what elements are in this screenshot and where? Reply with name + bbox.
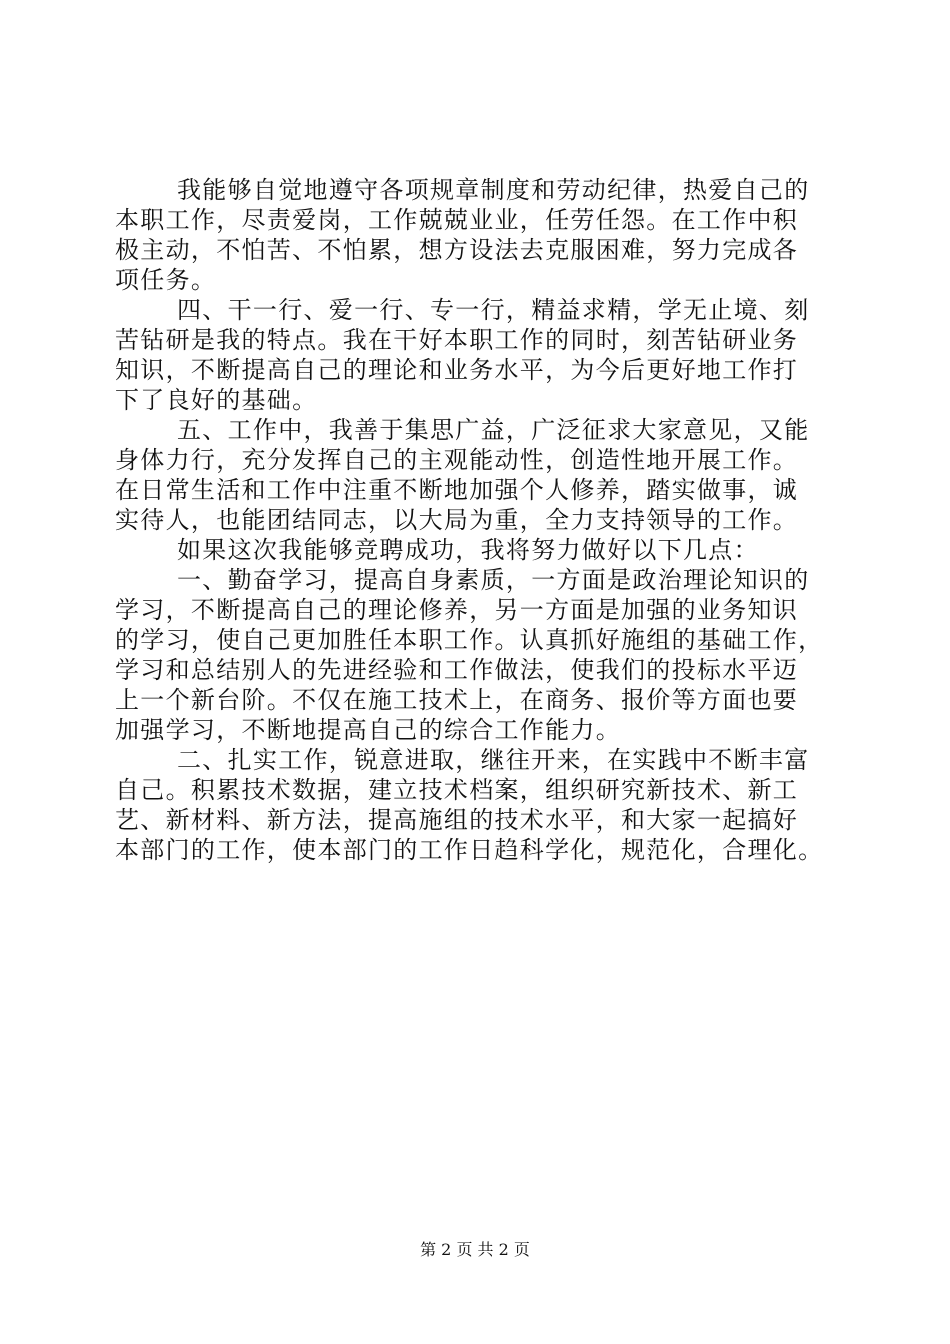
document-body [115,175,835,865]
text-line: 上一个新台阶。不仅在施工技术上，在商务、报价等方面也要 [115,686,799,714]
text-line: 学习，不断提高自己的理论修养，另一方面是加强的业务知识 [115,596,799,624]
text-line: 如果这次我能够竞聘成功，我将努力做好以下几点： [177,536,759,564]
text-line: 下了良好的基础。 [115,386,318,414]
text-line: 一、勤奋学习，提高自身素质，一方面是政治理论知识的 [177,566,810,594]
text-line: 知识，不断提高自己的理论和业务水平，为今后更好地工作打 [115,356,799,384]
text-line: 实待人，也能团结同志，以大局为重，全力支持领导的工作。 [115,506,799,534]
text-line: 的学习，使自己更加胜任本职工作。认真抓好施组的基础工作， [115,626,824,654]
text-line: 在日常生活和工作中注重不断地加强个人修养，踏实做事，诚 [115,476,799,504]
text-line: 本部门的工作，使本部门的工作日趋科学化，规范化，合理化。 [115,836,824,864]
page-footer: 第 2 页 共 2 页 [420,1240,530,1259]
text-line: 自己。积累技术数据，建立技术档案，组织研究新技术、新工 [115,776,799,804]
text-line: 苦钻研是我的特点。我在干好本职工作的同时，刻苦钻研业务 [115,326,799,354]
text-line: 二、扎实工作，锐意进取，继往开来，在实践中不断丰富 [177,746,810,774]
text-line: 五、工作中，我善于集思广益，广泛征求大家意见，又能 [177,416,810,444]
text-line: 本职工作，尽责爱岗，工作兢兢业业，任劳任怨。在工作中积 [115,206,799,234]
text-line: 学习和总结别人的先进经验和工作做法，使我们的投标水平迈 [115,656,799,684]
text-line: 项任务。 [115,266,217,294]
text-line: 身体力行，充分发挥自己的主观能动性，创造性地开展工作。 [115,446,799,474]
text-line: 极主动，不怕苦、不怕累，想方设法去克服困难，努力完成各 [115,236,799,264]
text-line: 加强学习，不断地提高自己的综合工作能力。 [115,716,621,744]
text-line: 四、干一行、爱一行、专一行，精益求精，学无止境、刻 [177,296,810,324]
text-line: 艺、新材料、新方法，提高施组的技术水平，和大家一起搞好 [115,806,799,834]
text-line: 我能够自觉地遵守各项规章制度和劳动纪律，热爱自己的 [177,176,810,204]
